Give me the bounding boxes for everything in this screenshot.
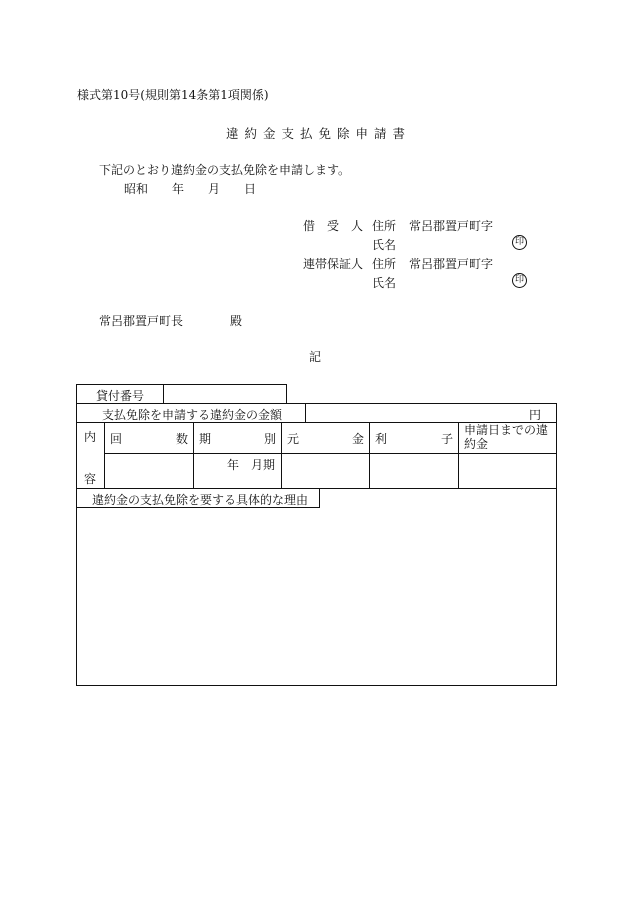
col-kai2: 数	[176, 432, 189, 446]
addressee-name: 常呂郡置戸町長	[99, 314, 184, 328]
guarantor-role: 連帯保証人	[303, 257, 364, 271]
date-month: 月	[208, 182, 221, 196]
loan-number-label: 貸付番号	[96, 389, 145, 403]
document-title: 違約金支払免除申請書	[226, 126, 412, 141]
reason-field[interactable]	[78, 510, 555, 684]
form-number: 様式第10号(規則第14条第1項関係)	[77, 88, 269, 102]
col-kiki2: 別	[264, 432, 277, 446]
interest-field[interactable]	[371, 455, 456, 487]
borrower-name-label: 氏名	[372, 238, 397, 252]
col-kiki: 期	[199, 432, 212, 446]
col-moto: 元	[287, 432, 300, 446]
borrower-seal-icon: 印	[512, 235, 527, 250]
amount-label: 支払免除を申請する違約金の金額	[102, 408, 283, 422]
guarantor-name-label: 氏名	[372, 276, 397, 290]
addressee-honorific: 殿	[230, 314, 243, 328]
naiyo-label-bottom: 容	[84, 472, 97, 486]
kai-field[interactable]	[106, 455, 191, 487]
col-kai: 回	[110, 432, 123, 446]
borrower-role: 借 受 人	[303, 219, 364, 233]
intro-text: 下記のとおり違約金の支払免除を申請します。	[99, 163, 351, 177]
col-ri: 利	[375, 432, 388, 446]
loan-number-field[interactable]	[165, 385, 285, 403]
ki-heading: 記	[309, 350, 322, 364]
reason-label: 違約金の支払免除を要する具体的な理由	[92, 493, 309, 507]
date-day: 日	[244, 182, 257, 196]
amount-unit: 円	[529, 408, 542, 422]
principal-field[interactable]	[283, 455, 367, 487]
naiyo-label-top: 内	[84, 430, 97, 444]
borrower-address-label: 住所	[372, 219, 397, 233]
guarantor-address-value: 常呂郡置戸町字	[409, 257, 494, 271]
borrower-address-value: 常呂郡置戸町字	[409, 219, 494, 233]
col-late-fee	[464, 423, 548, 451]
date-era: 昭和	[124, 182, 149, 196]
col-ri2: 子	[441, 432, 454, 446]
late-fee-field[interactable]	[460, 455, 555, 487]
col-late-fee-line2: 約金	[464, 437, 489, 451]
guarantor-seal-icon: 印	[512, 273, 527, 288]
period-value: 年 月期	[227, 458, 276, 472]
col-late-fee-line1: 申請日までの違	[464, 423, 549, 437]
amount-field[interactable]	[307, 404, 527, 421]
col-moto2: 金	[352, 432, 365, 446]
date-year: 年	[172, 182, 185, 196]
guarantor-address-label: 住所	[372, 257, 397, 271]
